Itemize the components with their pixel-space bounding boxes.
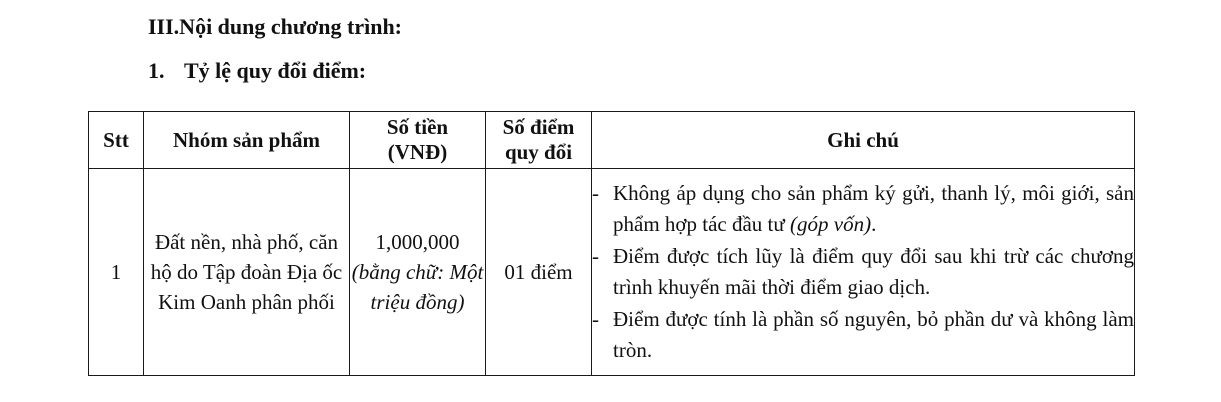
section-heading: III.Nội dung chương trình: [148, 14, 403, 39]
notes-list [592, 178, 1134, 367]
note-dash: - [592, 306, 599, 331]
cell-stt: 1 [89, 169, 144, 376]
cell-notes [592, 169, 1135, 376]
header-stt: Stt [89, 112, 144, 169]
amount-in-words: (bằng chữ: Một triệu đồng) [351, 260, 484, 314]
point-conversion-table [88, 111, 1135, 376]
header-amount [350, 112, 486, 169]
header-points [486, 112, 592, 169]
note-dash: - [592, 243, 599, 268]
note-item [592, 304, 1134, 367]
note-item [592, 241, 1134, 304]
note-text: Không áp dụng cho sản phẩm ký gửi, thanh lý, môi giới, sản phẩm hợp tác đầu tư [613, 180, 1134, 236]
table-header-row [89, 112, 1135, 169]
note-tail: . [871, 212, 877, 236]
header-product-group: Nhóm sản phẩm [144, 112, 350, 169]
note-text: Điểm được tính là phần số nguyên, bỏ phần dư và không làm tròn. [613, 306, 1134, 362]
cell-product-group: Đất nền, nhà phố, căn hộ do Tập đoàn Địa ốc Kim Oanh phân phối [144, 169, 350, 376]
header-points-line2: quy đổi [504, 140, 573, 164]
note-text: Điểm được tích lũy là điểm quy đổi sau khi trừ các chương trình khuyến mãi thời điểm giao dịch. [613, 243, 1134, 299]
cell-amount [350, 169, 486, 376]
header-notes: Ghi chú [592, 112, 1135, 169]
note-dash: - [592, 180, 599, 205]
amount-value: 1,000,000 [375, 230, 460, 254]
subsection-title: Tỷ lệ quy đổi điểm: [184, 58, 367, 83]
header-amount-line2: (VNĐ) [387, 140, 448, 164]
subsection-number: 1. [148, 58, 165, 83]
subsection-heading [148, 58, 366, 84]
header-amount-line1: Số tiền [386, 115, 449, 139]
note-item [592, 178, 1134, 241]
table-row [89, 169, 1135, 376]
header-points-line1: Số điểm [502, 115, 575, 139]
cell-points: 01 điểm [486, 169, 592, 376]
note-italic: (góp vốn) [790, 212, 872, 236]
